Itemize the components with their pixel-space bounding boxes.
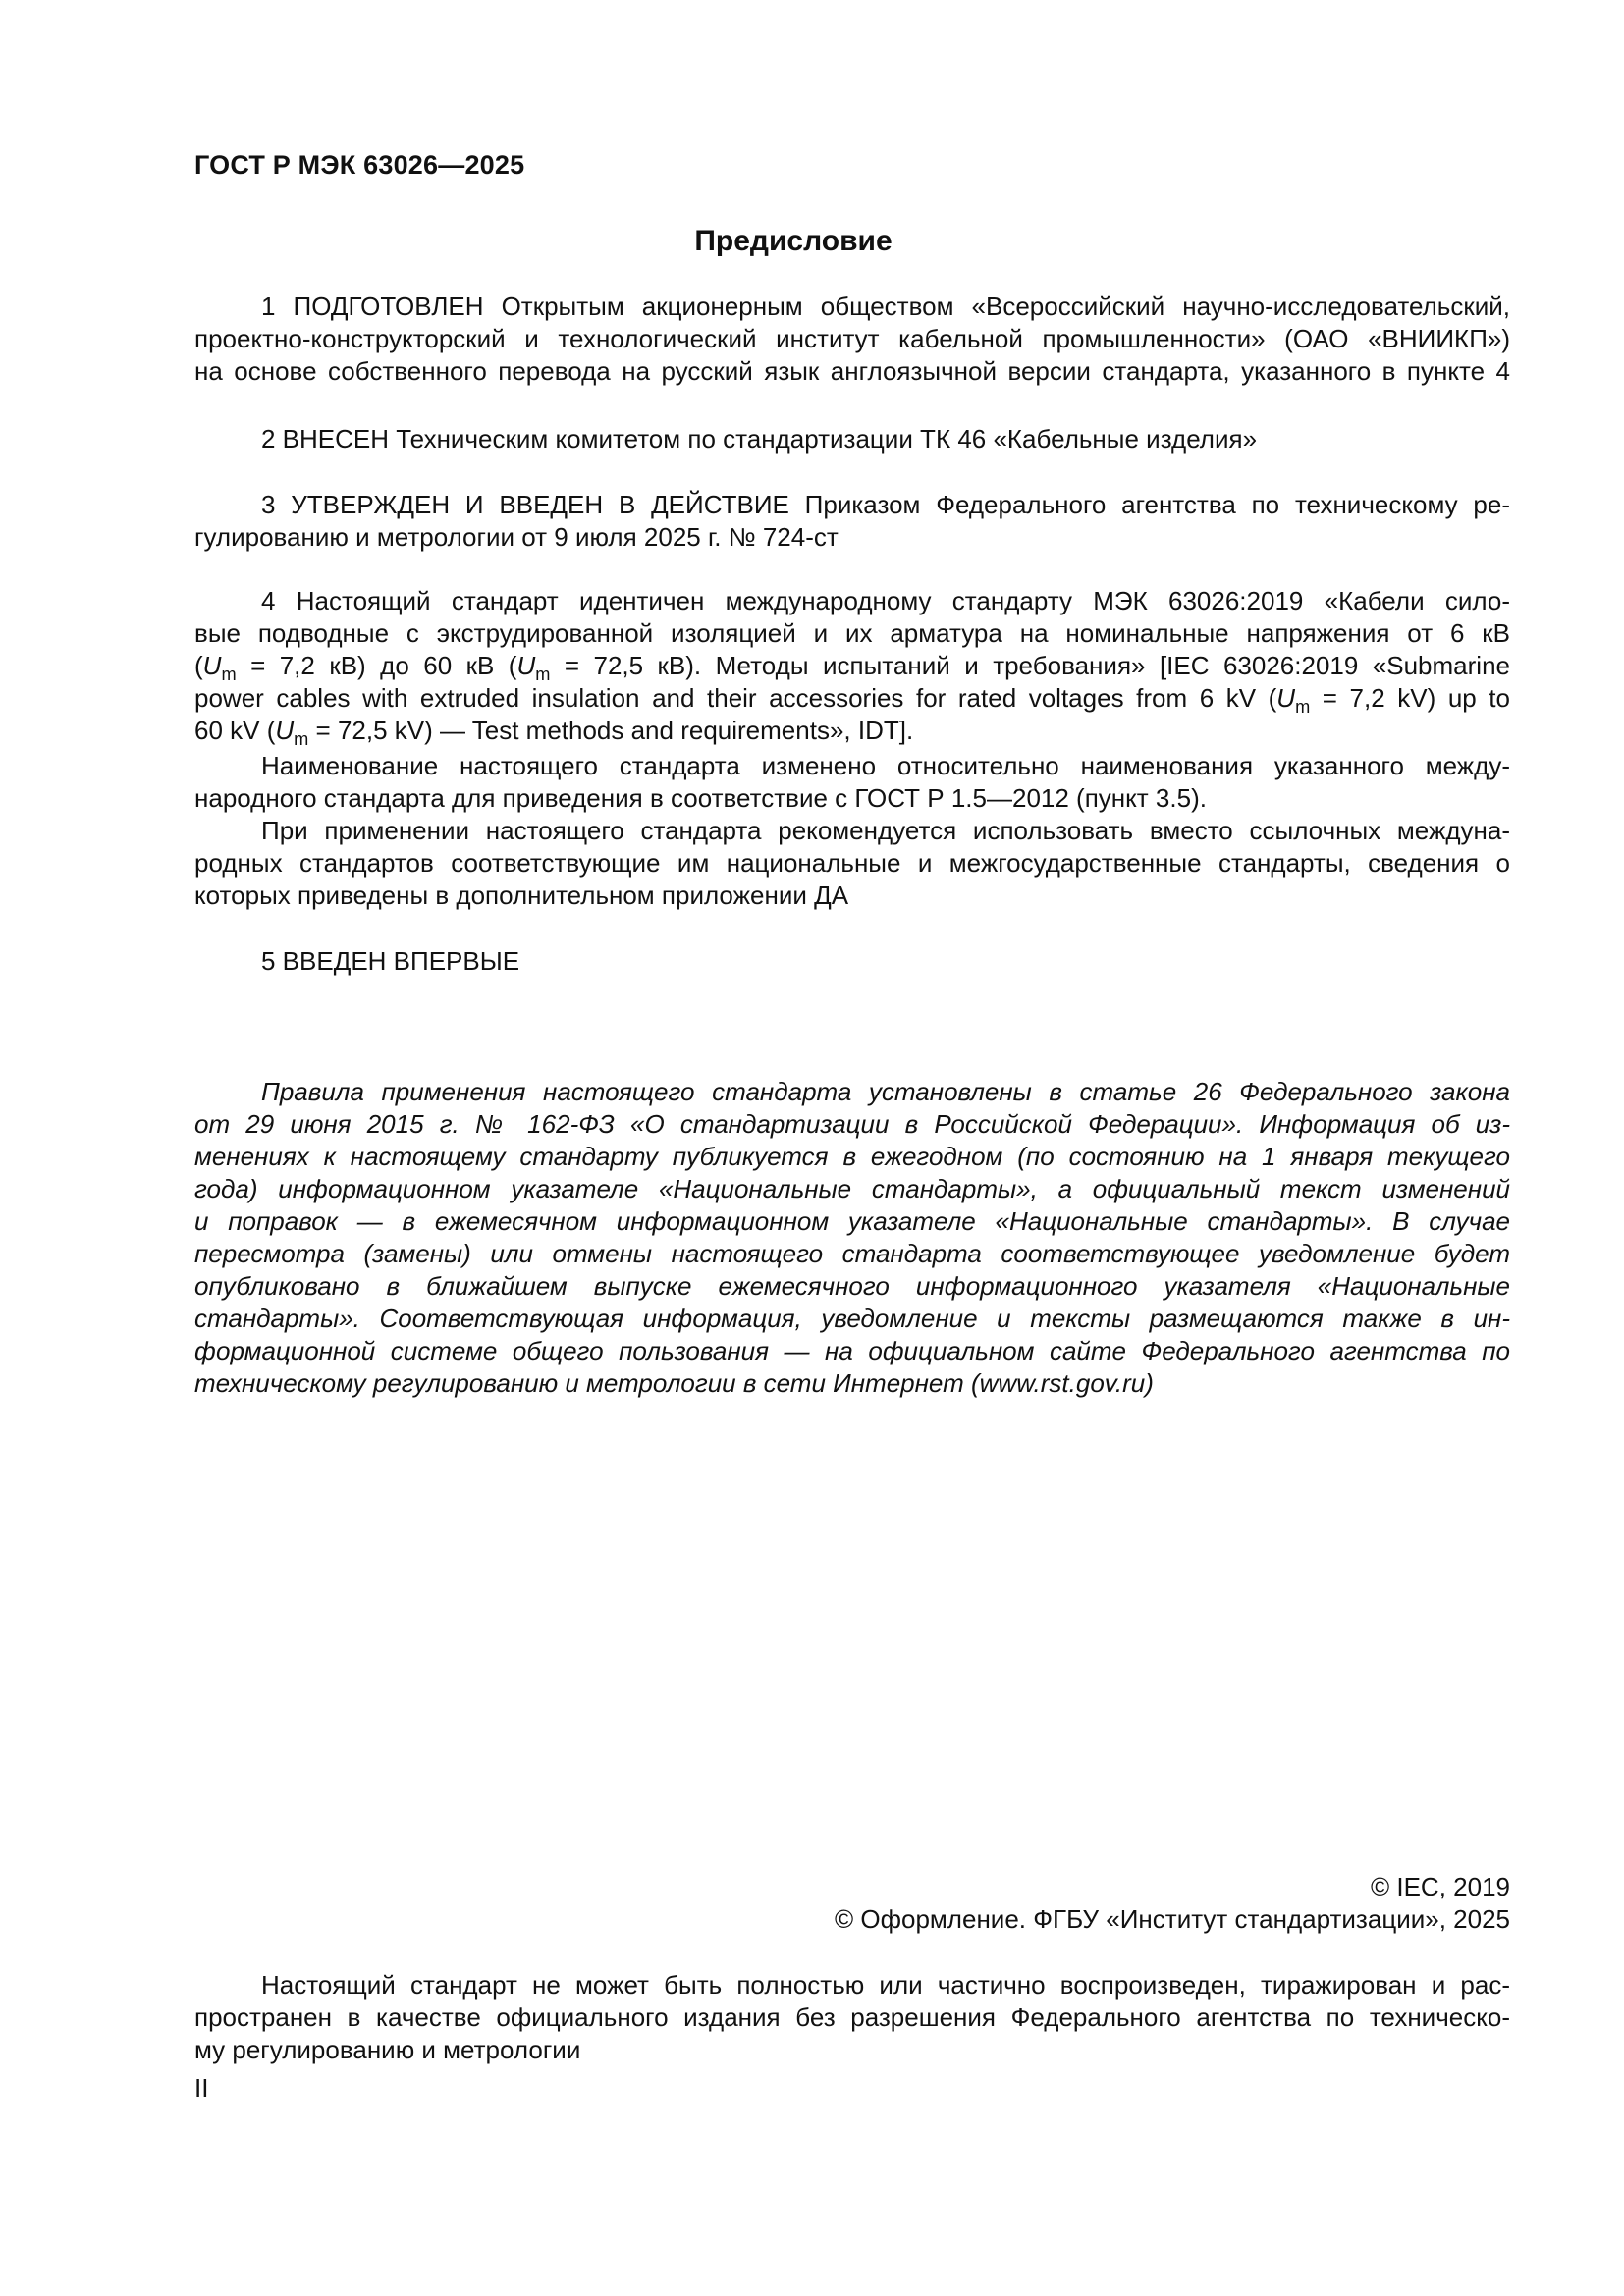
text-line: 4 Настоящий стандарт идентичен международному стандарту МЭК 63026:2019 «Кабели сило-: [261, 586, 1510, 615]
reproduction-restriction-notice: [194, 1969, 1510, 2066]
page-title: Предисловие: [694, 225, 893, 257]
text-line: формационной системе общего пользования — на официальном сайте Федерального агентства по: [194, 1336, 1510, 1365]
text-line: Наименование настоящего стандарта изменено относительно наименования указанного между-: [261, 751, 1510, 780]
text-line: родных стандартов соответствующие им национальные и межгосударственные стандарты, сведения о: [194, 848, 1510, 878]
text-line: от 29 июня 2015 г. № 162-ФЗ «О стандартизации в Российской Федерации». Информация об из-: [194, 1109, 1510, 1139]
text-line: года) информационном указателе «Национальные стандарты», а официальный текст изменений: [194, 1174, 1510, 1203]
text-line: техническому регулированию и метрологии в сети Интернет (www.rst.gov.ru): [194, 1368, 1154, 1398]
text-line: 60 kV ($U_m = 72,5$ kV) — Test methods and requirements», IDT].: [194, 716, 914, 750]
text-line: Правила применения настоящего стандарта установлены в статье 26 Федерального закона: [261, 1077, 1510, 1106]
text-line: и поправок — в ежемесячном информационном указателе «Национальные стандарты». В случае: [194, 1206, 1510, 1236]
paragraph-introduced-first-time: [194, 945, 1510, 978]
paragraph-approved: [194, 489, 1510, 554]
text-line: гулированию и метрологии от 9 июля 2025 г. № 724-ст: [194, 522, 839, 552]
paragraph-identical-standard: [194, 585, 1510, 750]
paragraph-renaming-note: [194, 750, 1510, 815]
text-line: пространен в качестве официального издания без разрешения Федерального агентства по техническо-: [194, 2002, 1510, 2032]
copyright-block: [194, 1871, 1510, 1936]
text-line: © Оформление. ФГБУ «Институт стандартизации», 2025: [835, 1904, 1510, 1934]
text-line: которых приведены в дополнительном приложении ДА: [194, 881, 849, 910]
text-line: проектно-конструкторский и технологический институт кабельной промышленности» (ОАО «ВНИИКП»): [194, 324, 1510, 353]
text-line: стандарты». Соответствующая информация, уведомление и тексты размещаются также в ин-: [194, 1304, 1510, 1333]
paragraph-reference-standards-note: [194, 815, 1510, 912]
text-line: ($U_m = 7,2$ кВ) до 60 кВ ($U_m = 72,5$ кВ). Методы испытаний и требования» [IEC 63026:2019 «Submarine: [194, 651, 1510, 685]
text-line: народного стандарта для приведения в соответствие с ГОСТ Р 1.5—2012 (пункт 3.5).: [194, 783, 1207, 813]
paragraph-submitted: [194, 423, 1510, 455]
text-line: Настоящий стандарт не может быть полностью или частично воспроизведен, тиражирован и рас-: [261, 1970, 1510, 2000]
text-line: 2 ВНЕСЕН Техническим комитетом по стандартизации ТК 46 «Кабельные изделия»: [261, 424, 1258, 454]
application-rules-note: [194, 1076, 1510, 1400]
text-line: пересмотра (замены) или отмены настоящего стандарта соответствующее уведомление будет: [194, 1239, 1510, 1268]
text-line: При применении настоящего стандарта рекомендуется использовать вместо ссылочных междуна-: [261, 816, 1510, 845]
text-line: © IEC, 2019: [1370, 1872, 1510, 1901]
text-line: 1 ПОДГОТОВЛЕН Открытым акционерным обществом «Всероссийский научно-исследовательский,: [261, 292, 1510, 321]
page-number: II: [194, 2073, 209, 2103]
text-line: 5 ВВЕДЕН ВПЕРВЫЕ: [261, 946, 520, 976]
text-line: 3 УТВЕРЖДЕН И ВВЕДЕН В ДЕЙСТВИЕ Приказом Федерального агентства по техническому ре-: [261, 490, 1510, 519]
paragraph-prepared: [194, 291, 1510, 388]
text-line: вые подводные с экструдированной изоляцией и их арматура на номинальные напряжения от 6 кВ: [194, 618, 1510, 648]
text-line: опубликовано в ближайшем выпуске ежемесячного информационного указателя «Национальные: [194, 1271, 1510, 1301]
text-line: му регулированию и метрологии: [194, 2035, 581, 2064]
text-line: power cables with extruded insulation and their accessories for rated voltages from 6 kV ($U_m = 7,2$ kV) up to: [194, 683, 1510, 718]
text-line: менениях к настоящему стандарту публикуется в ежегодном (по состоянию на 1 января текущего: [194, 1142, 1510, 1171]
document-code: ГОСТ Р МЭК 63026—2025: [194, 150, 525, 180]
text-line: на основе собственного перевода на русский язык англоязычной версии стандарта, указанного в пункте 4: [194, 356, 1510, 386]
